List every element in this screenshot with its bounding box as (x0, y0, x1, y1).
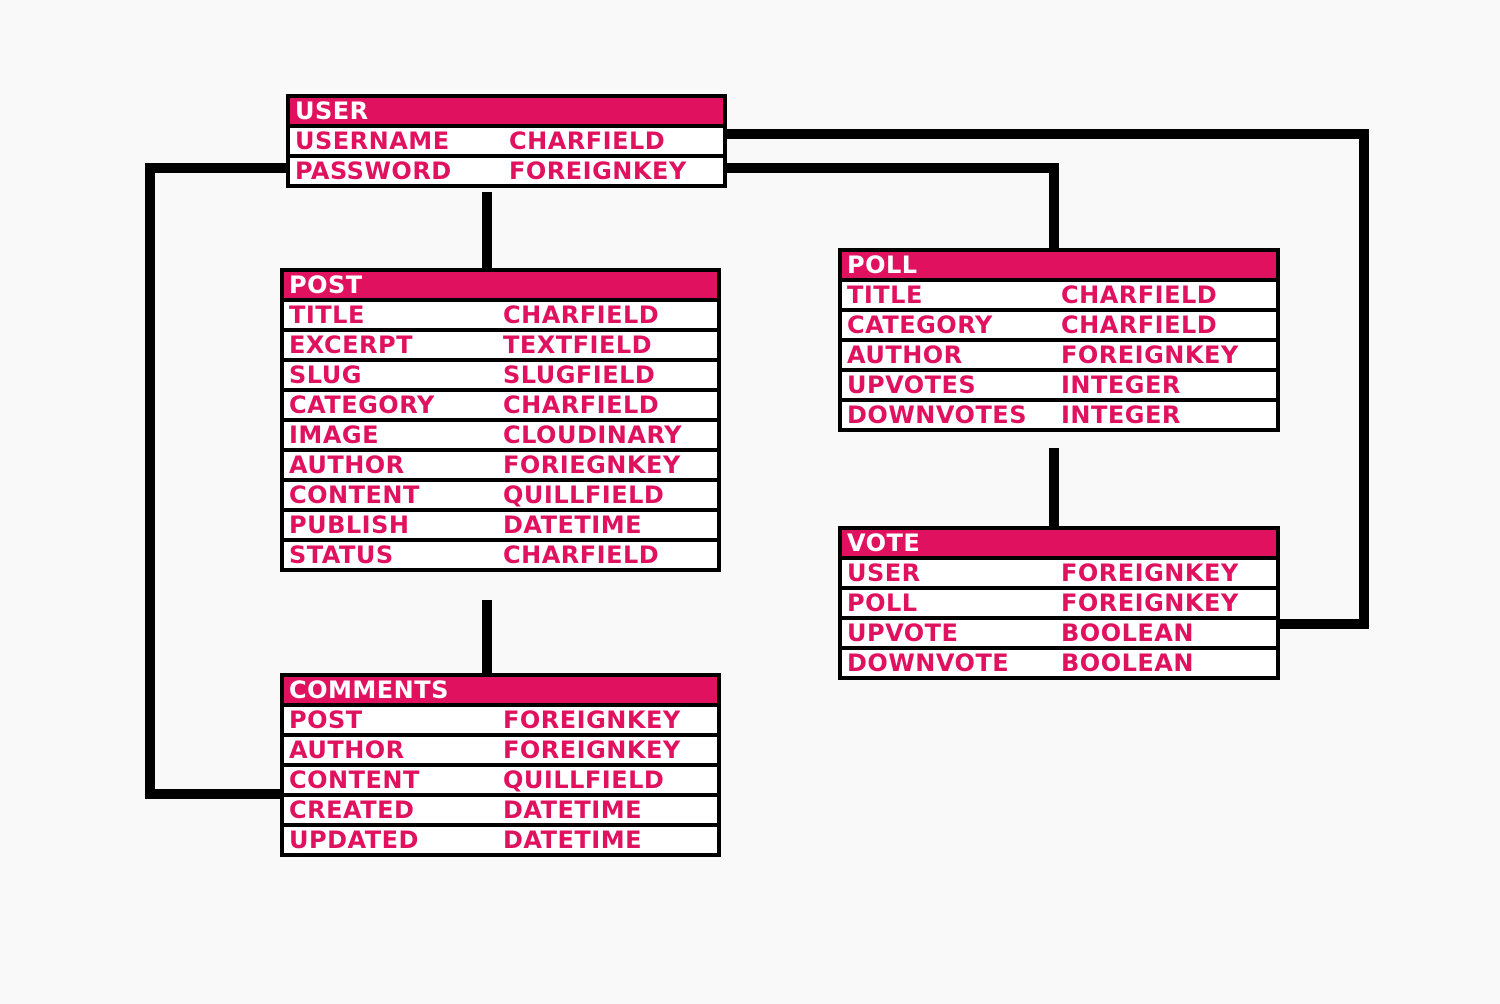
field-row (842, 590, 1276, 616)
field-type: QUILLFIELD (503, 767, 665, 793)
field-name: UPVOTES (847, 372, 977, 398)
field-type: CHARFIELD (503, 542, 660, 568)
field-type: CHARFIELD (503, 302, 660, 328)
field-type: FOREIGNKEY (1061, 590, 1239, 616)
field-name: POLL (847, 590, 918, 616)
table-vote-header: VOTE (842, 530, 1276, 556)
field-name: POST (289, 707, 363, 733)
table-user-header: USER (290, 98, 723, 124)
field-name: CONTENT (289, 482, 420, 508)
field-row (842, 282, 1276, 308)
field-name: UPVOTE (847, 620, 959, 646)
field-name: CREATED (289, 797, 415, 823)
field-name: UPDATED (289, 827, 419, 853)
table-comments-header: COMMENTS (284, 677, 717, 703)
field-name: PUBLISH (289, 512, 410, 538)
table-post (280, 268, 721, 572)
field-row (284, 422, 717, 448)
field-name: EXCERPT (289, 332, 413, 358)
field-row (284, 707, 717, 733)
table-poll (838, 248, 1280, 432)
field-type: CHARFIELD (509, 128, 666, 154)
field-type: BOOLEAN (1061, 650, 1194, 676)
connector-user-comments (150, 168, 289, 794)
field-row (842, 342, 1276, 368)
field-type: TEXTFIELD (503, 332, 653, 358)
field-type: BOOLEAN (1061, 620, 1194, 646)
field-row (284, 542, 717, 568)
field-type: SLUGFIELD (503, 362, 656, 388)
field-row (284, 452, 717, 478)
field-name: IMAGE (289, 422, 379, 448)
field-row (842, 372, 1276, 398)
field-row (284, 827, 717, 853)
field-row (290, 158, 723, 184)
field-name: PASSWORD (295, 158, 452, 184)
field-row (290, 128, 723, 154)
field-name: STATUS (289, 542, 394, 568)
field-row (284, 302, 717, 328)
field-type: CHARFIELD (1061, 312, 1218, 338)
field-type: CHARFIELD (503, 392, 660, 418)
table-poll-header: POLL (842, 252, 1276, 278)
field-type: INTEGER (1061, 372, 1181, 398)
field-type: FOREIGNKEY (1061, 560, 1239, 586)
field-name: CATEGORY (289, 392, 435, 418)
field-row (284, 512, 717, 538)
field-type: FORIEGNKEY (503, 452, 681, 478)
field-row (284, 332, 717, 358)
field-name: CATEGORY (847, 312, 993, 338)
field-type: DATETIME (503, 797, 642, 823)
field-type: DATETIME (503, 827, 642, 853)
table-post-header: POST (284, 272, 717, 298)
field-type: INTEGER (1061, 402, 1181, 428)
field-name: TITLE (289, 302, 365, 328)
field-name: USERNAME (295, 128, 450, 154)
table-vote (838, 526, 1280, 680)
field-row (284, 797, 717, 823)
field-name: TITLE (847, 282, 923, 308)
table-comments (280, 673, 721, 857)
field-type: FOREIGNKEY (503, 737, 681, 763)
field-row (284, 362, 717, 388)
field-type: CLOUDINARY (503, 422, 682, 448)
field-name: DOWNVOTE (847, 650, 1010, 676)
field-type: FOREIGNKEY (503, 707, 681, 733)
field-row (284, 767, 717, 793)
field-row (284, 482, 717, 508)
connector-user-poll (724, 168, 1054, 250)
field-type: QUILLFIELD (503, 482, 665, 508)
field-name: DOWNVOTES (847, 402, 1027, 428)
field-name: AUTHOR (847, 342, 963, 368)
field-row (842, 620, 1276, 646)
field-row (842, 650, 1276, 676)
field-row (842, 312, 1276, 338)
field-name: SLUG (289, 362, 362, 388)
field-row (284, 392, 717, 418)
field-type: CHARFIELD (1061, 282, 1218, 308)
field-name: USER (847, 560, 921, 586)
field-type: DATETIME (503, 512, 642, 538)
field-row (842, 402, 1276, 428)
field-type: FOREIGNKEY (1061, 342, 1239, 368)
field-name: CONTENT (289, 767, 420, 793)
field-name: AUTHOR (289, 452, 405, 478)
table-user (286, 94, 727, 188)
field-name: AUTHOR (289, 737, 405, 763)
field-row (842, 560, 1276, 586)
field-type: FOREIGNKEY (509, 158, 687, 184)
field-row (284, 737, 717, 763)
